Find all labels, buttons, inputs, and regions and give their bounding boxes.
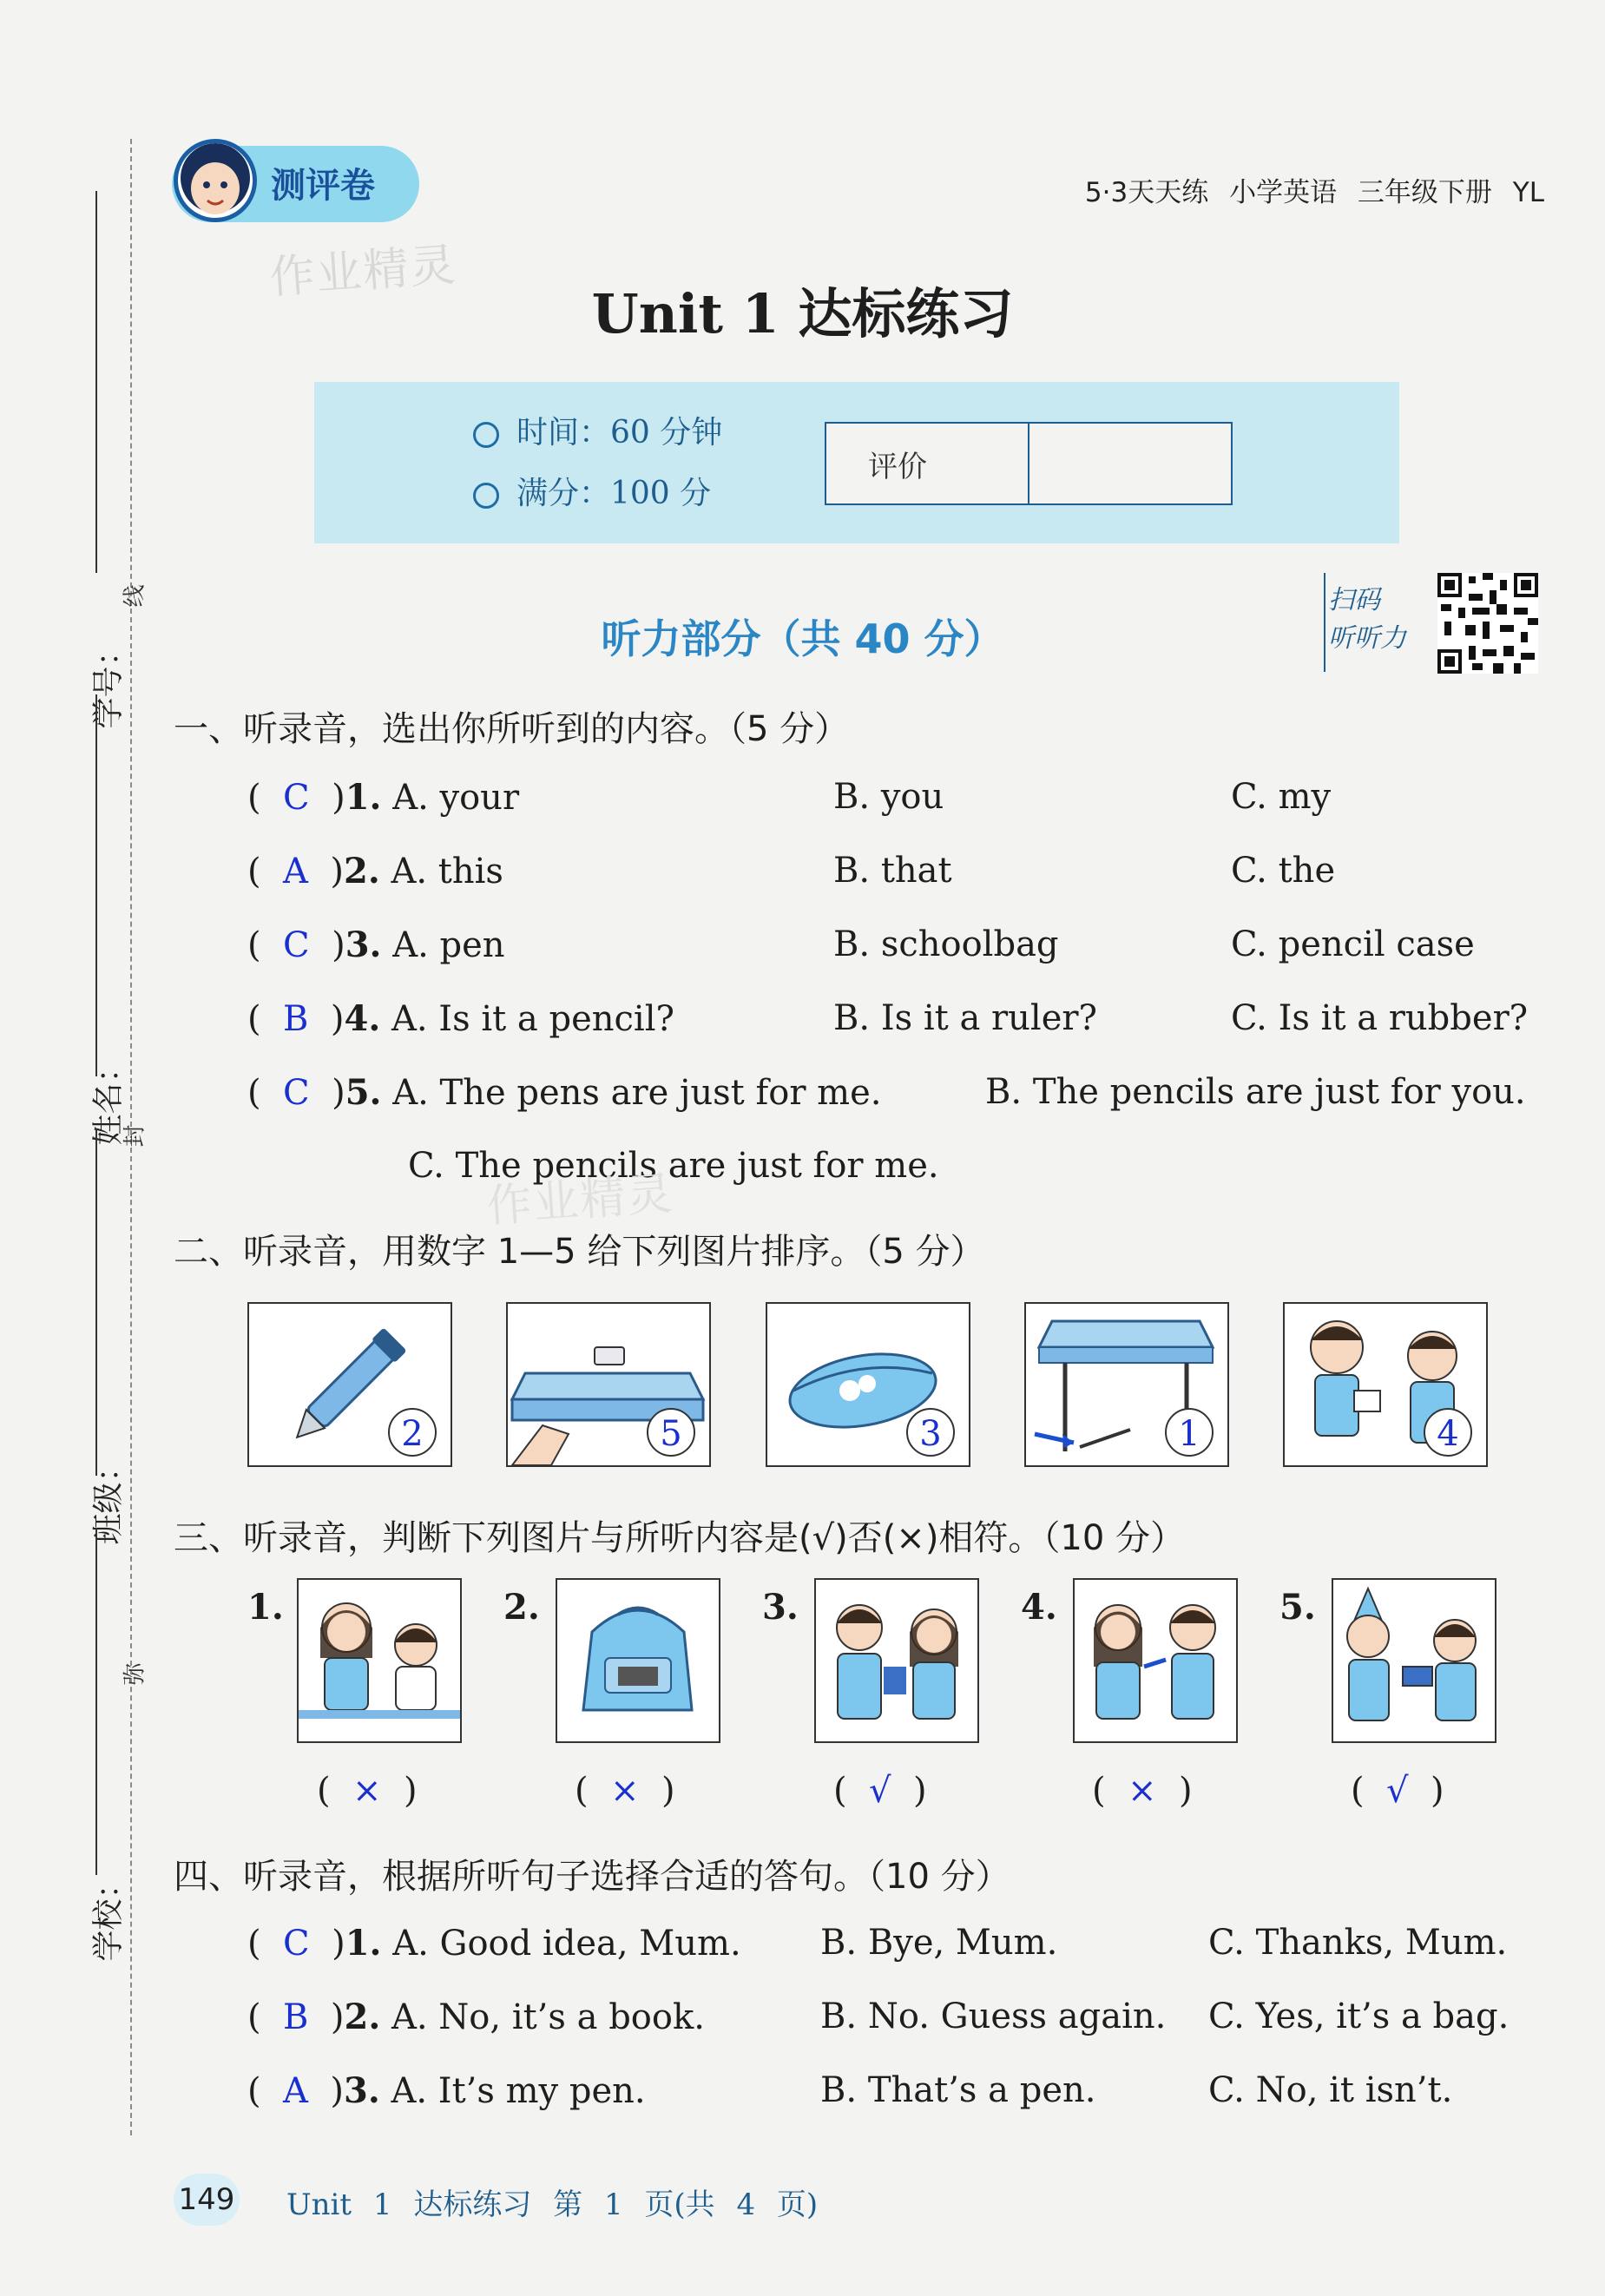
- series-header: 5·3天天练 小学英语 三年级下册 YL: [1084, 177, 1544, 208]
- party-gift-icon: [1333, 1580, 1495, 1741]
- s1-q5: ( C )5. A. The pens are just for me.: [247, 1072, 882, 1113]
- s2-picture-4-order: 1: [1165, 1408, 1214, 1457]
- qr-label: [1328, 582, 1406, 658]
- s4-q3-num: 3.: [343, 2070, 380, 2111]
- schoolbag-icon: [557, 1580, 719, 1741]
- s4-q1-option-b: B. Bye, Mum.: [820, 1923, 1058, 1963]
- s3-answer-3-mark: √: [869, 1771, 891, 1811]
- s1-q5-num: 5.: [345, 1072, 382, 1113]
- binding-mark-mi: 弥: [122, 1662, 148, 1686]
- s2-picture-2-order: 5: [647, 1408, 695, 1457]
- name-rule: [95, 694, 97, 1076]
- s1-q4-num: 4.: [344, 998, 381, 1039]
- s1-q5-answer: C: [283, 1073, 310, 1113]
- s1-q1-option-c: C. my: [1231, 777, 1332, 817]
- s4-q1-option-c: C. Thanks, Mum.: [1208, 1923, 1508, 1963]
- s4-q1-answer: C: [283, 1924, 310, 1964]
- s1-q3-option-a: A. pen: [392, 925, 505, 965]
- s2-picture-2: [506, 1302, 711, 1467]
- student-id-rule: [95, 191, 97, 573]
- school-rule: [95, 1528, 97, 1875]
- s3-answer-1-mark: ×: [352, 1771, 382, 1811]
- boy-girl-book-icon: [816, 1580, 977, 1741]
- watermark-2: 作业精灵: [484, 1168, 676, 1234]
- time-text: 时间：60 分钟: [516, 415, 723, 451]
- s1-q4-answer: B: [283, 999, 309, 1039]
- mascot-icon: [174, 139, 257, 222]
- evaluation-label: 评价: [868, 450, 927, 484]
- badge-text: 测评卷: [271, 166, 375, 206]
- s1-q2: ( A )2. A. this: [247, 851, 503, 891]
- s3-answer-4-mark: ×: [1128, 1771, 1157, 1811]
- s2-picture-3-order: 3: [906, 1408, 955, 1457]
- class-label: 班级：: [90, 1451, 127, 1545]
- s3-picture-1: [297, 1578, 462, 1743]
- page-title: Unit 1 达标练习: [591, 282, 1014, 345]
- listening-section-title: 听力部分（共 40 分）: [601, 615, 1004, 662]
- school-label: 学校：: [90, 1867, 127, 1962]
- s3-num-4: 4.: [1021, 1587, 1057, 1628]
- clock-icon: [473, 422, 499, 448]
- s1-q2-option-a: A. this: [391, 852, 503, 891]
- s1-q1-answer: C: [283, 778, 310, 818]
- qr-label-line1: 扫码: [1328, 585, 1380, 615]
- footer-text: Unit 1 达标练习 第 1 页(共 4 页): [286, 2187, 819, 2222]
- s1-q2-answer: A: [283, 852, 308, 891]
- s3-picture-5: [1332, 1578, 1496, 1743]
- girl-boy-pen-icon: [1075, 1580, 1236, 1741]
- s4-q2-option-c: C. Yes, it’s a bag.: [1208, 1997, 1510, 2036]
- s1-q3-num: 3.: [345, 924, 382, 965]
- s2-picture-5: [1283, 1302, 1488, 1467]
- s3-answer-5: ( √ ): [1351, 1771, 1444, 1811]
- s4-q3-option-b: B. That’s a pen.: [820, 2070, 1096, 2110]
- s1-q3-answer: C: [283, 925, 310, 965]
- score-text: 满分：100 分: [516, 476, 712, 511]
- section4-heading: 四、听录音，根据所听句子选择合适的答句。（10 分）: [174, 1857, 1010, 1897]
- s3-picture-2: [556, 1578, 720, 1743]
- s3-answer-1: ( × ): [317, 1771, 418, 1811]
- s1-q1-num: 1.: [345, 777, 382, 818]
- s4-q3-option-a: A. It’s my pen.: [391, 2071, 646, 2111]
- s2-picture-1-order: 2: [388, 1408, 437, 1457]
- s2-picture-5-order: 4: [1424, 1408, 1472, 1457]
- girls-desk-icon: [299, 1580, 460, 1741]
- s4-q3-answer: A: [283, 2071, 308, 2111]
- s1-q2-option-c: C. the: [1231, 851, 1336, 891]
- s4-q2: ( B )2. A. No, it’s a book.: [247, 1997, 705, 2037]
- qr-code-icon[interactable]: [1437, 573, 1538, 674]
- s1-q5-option-b: B. The pencils are just for you.: [985, 1072, 1526, 1112]
- student-id-label: 学号：: [90, 635, 127, 729]
- time-row: [473, 408, 722, 452]
- binding-mark-xian: 线: [122, 584, 148, 608]
- s3-answer-5-mark: √: [1386, 1771, 1409, 1811]
- section1-heading: 一、听录音，选出你所听到的内容。（5 分）: [174, 709, 850, 749]
- class-rule: [95, 1128, 97, 1476]
- s4-q3-option-c: C. No, it isn’t.: [1208, 2070, 1453, 2110]
- s4-q1-num: 1.: [345, 1923, 382, 1964]
- s3-num-1: 1.: [247, 1587, 284, 1628]
- s4-q2-num: 2.: [344, 1997, 381, 2037]
- s3-picture-4: [1073, 1578, 1238, 1743]
- s2-picture-3: [766, 1302, 970, 1467]
- s3-picture-3: [814, 1578, 979, 1743]
- s1-q1-option-a: A. your: [392, 778, 520, 818]
- binding-mark-feng: 封: [122, 1124, 148, 1148]
- s4-q1-option-a: A. Good idea, Mum.: [392, 1924, 741, 1964]
- s2-picture-4: [1024, 1302, 1229, 1467]
- section2-heading: 二、听录音，用数字 1—5 给下列图片排序。（5 分）: [174, 1232, 985, 1272]
- watermark: 作业精灵: [267, 239, 459, 305]
- s1-q3-option-c: C. pencil case: [1231, 924, 1475, 964]
- s4-q1: ( C )1. A. Good idea, Mum.: [247, 1923, 741, 1964]
- name-label: 姓名：: [90, 1051, 127, 1146]
- s1-q2-option-b: B. that: [833, 851, 952, 891]
- s1-q4-option-a: A. Is it a pencil?: [391, 999, 674, 1039]
- s3-answer-3: ( √ ): [833, 1771, 927, 1811]
- s1-q4-option-b: B. Is it a ruler?: [833, 998, 1097, 1038]
- s3-answer-4: ( × ): [1092, 1771, 1193, 1811]
- evaluation-divider: [1028, 422, 1029, 505]
- s3-answer-2: ( × ): [575, 1771, 675, 1811]
- s1-q4: ( B )4. A. Is it a pencil?: [247, 998, 674, 1039]
- section3-heading: 三、听录音，判断下列图片与所听内容是(√)否(×)相符。（10 分）: [174, 1518, 1186, 1558]
- s1-q1-option-b: B. you: [833, 777, 944, 817]
- s4-q2-option-b: B. No. Guess again.: [820, 1997, 1167, 2036]
- page-number: 149: [174, 2174, 240, 2226]
- s4-q2-option-a: A. No, it’s a book.: [391, 1997, 705, 2037]
- s1-q1: ( C )1. A. your: [247, 777, 520, 818]
- s1-q4-option-c: C. Is it a rubber?: [1231, 998, 1529, 1038]
- s1-q3-option-b: B. schoolbag: [833, 924, 1059, 964]
- s4-q3: ( A )3. A. It’s my pen.: [247, 2070, 646, 2111]
- score-row: [473, 469, 711, 513]
- s3-num-2: 2.: [503, 1587, 540, 1628]
- s3-answer-2-mark: ×: [610, 1771, 640, 1811]
- s3-num-5: 5.: [1279, 1587, 1316, 1628]
- s1-q5-option-a: A. The pens are just for me.: [392, 1073, 882, 1113]
- s1-q5-option-c: C. The pencils are just for me.: [408, 1146, 939, 1186]
- s1-q2-num: 2.: [343, 851, 380, 891]
- s1-q3: ( C )3. A. pen: [247, 924, 505, 965]
- s4-q2-answer: B: [283, 1997, 309, 2037]
- s2-picture-1: [247, 1302, 452, 1467]
- qr-label-line2: 听听力: [1328, 623, 1406, 654]
- check-icon: [473, 483, 499, 509]
- s3-num-3: 3.: [762, 1587, 799, 1628]
